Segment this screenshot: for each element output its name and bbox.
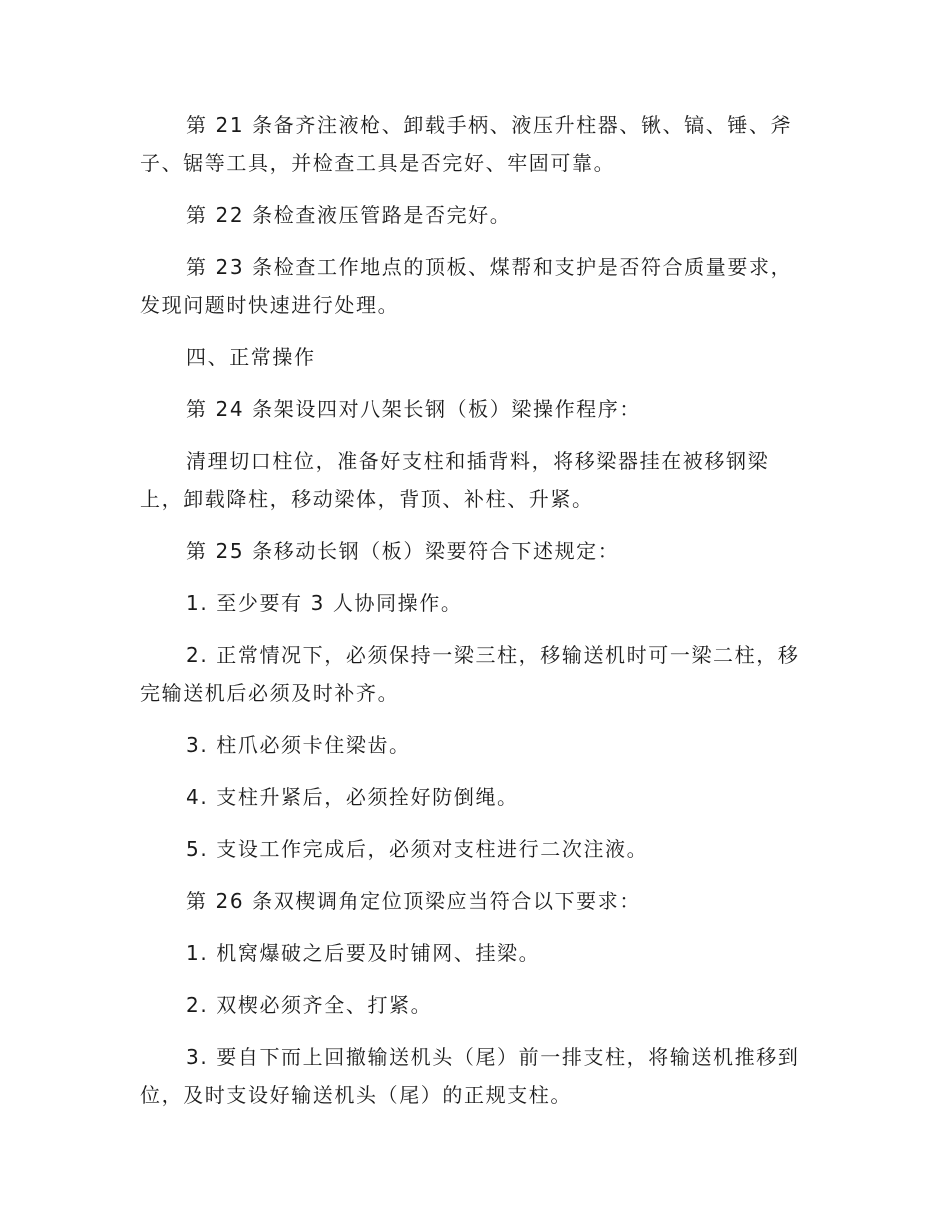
paragraph-article-25: 第 25 条移动长钢（板）梁要符合下述规定： [186, 539, 620, 563]
list-item: 2. 正常情况下，必须保持一梁三柱，移输送机时可一梁二柱，移完输送机后必须及时补齐。 [140, 643, 800, 705]
paragraph-article-24: 第 24 条架设四对八架长钢（板）梁操作程序： [186, 397, 641, 421]
list-item: 3. 柱爪必须卡住梁齿。 [186, 733, 411, 757]
list-item: 3. 要自下而上回撤输送机头（尾）前一排支柱，将输送机推移到位，及时支设好输送机头（尾）的正规支柱。 [140, 1045, 800, 1107]
list-item: 2. 双楔必须齐全、打紧。 [186, 993, 433, 1017]
list-item: 1. 至少要有 3 人协同操作。 [186, 591, 463, 615]
paragraph-article-23: 第 23 条检查工作地点的顶板、煤帮和支护是否符合质量要求，发现问题时快速进行处理。 [140, 255, 793, 317]
paragraph-article-21: 第 21 条备齐注液枪、卸载手柄、液压升柱器、锹、镐、锤、斧子、锯等工具，并检查工具是否完好、牢固可靠。 [140, 113, 793, 175]
paragraph-article-22: 第 22 条检查液压管路是否完好。 [186, 203, 512, 227]
paragraph-article-24-procedure: 清理切口柱位，准备好支柱和插背料，将移梁器挂在被移钢梁上，卸载降柱，移动梁体，背顶、补柱、升紧。 [140, 449, 770, 511]
list-item: 4. 支柱升紧后，必须拴好防倒绳。 [186, 785, 519, 809]
list-item: 5. 支设工作完成后，必须对支柱进行二次注液。 [186, 837, 649, 861]
paragraph-article-26: 第 26 条双楔调角定位顶梁应当符合以下要求： [186, 889, 641, 913]
document-body [140, 106, 805, 1114]
section-heading: 四、正常操作 [186, 345, 316, 369]
list-item: 1. 机窝爆破之后要及时铺网、挂梁。 [186, 941, 541, 965]
